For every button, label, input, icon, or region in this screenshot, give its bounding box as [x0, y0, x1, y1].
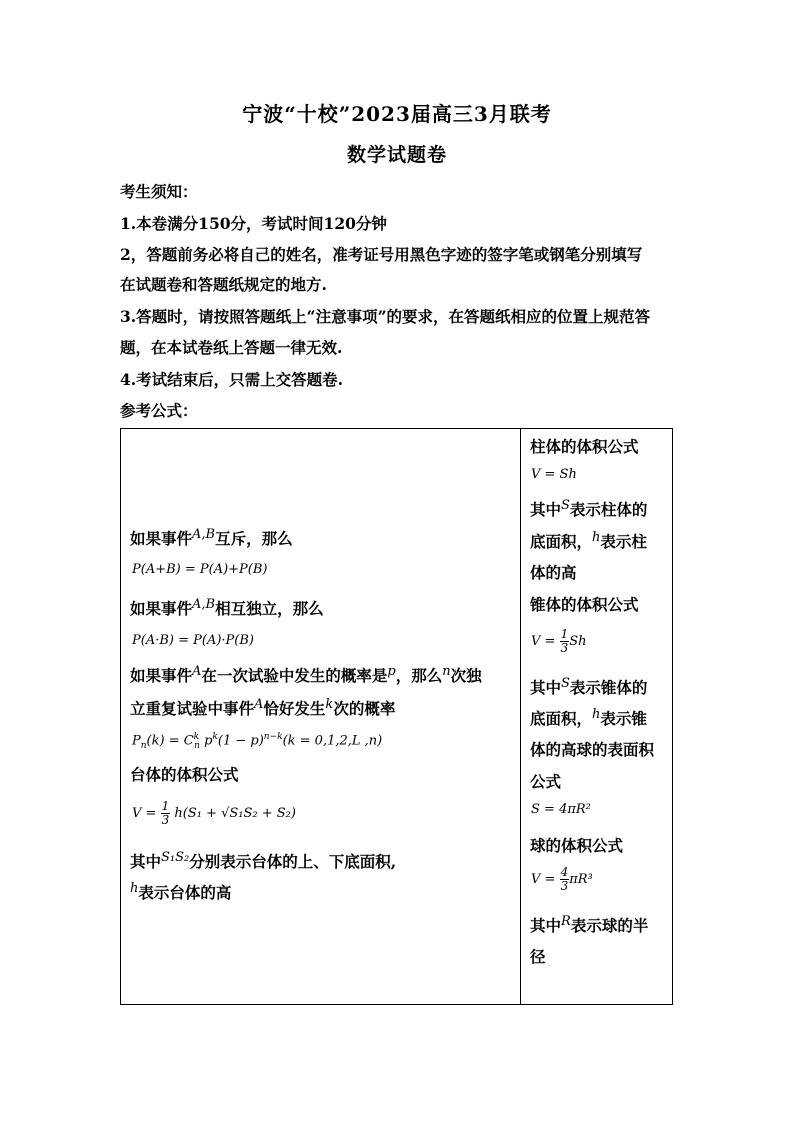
sphere-vol-heading: 球的体积公式 [530, 836, 624, 855]
cone-formula-rest: Sh [569, 634, 587, 649]
sphere-frac-num: 4 [560, 865, 569, 879]
sphere-frac-den: 3 [560, 879, 569, 893]
binom-2c: 次的概率 [333, 699, 396, 719]
frustum-note-1 [130, 850, 396, 872]
sphere-vol-formula [531, 866, 593, 893]
prism-heading: 柱体的体积公式 [530, 437, 639, 456]
binom-line-1 [130, 664, 482, 686]
prism-note-3: 体的高 [530, 563, 577, 582]
formulas-heading: 参考公式： [120, 401, 198, 420]
notice-item-2a: 2，答题前务必将自己的姓名，准考证号用黑色字迹的签字笔或钢笔分别填写 [120, 245, 643, 264]
prism-formula: V = Sh [531, 467, 577, 482]
mutex-var: A,B [192, 527, 216, 542]
binom-1n: n [442, 664, 451, 679]
binom-formula: $P_n(k) = C^k_n$ $p^k(1 - p)^{n-k}(k = 0,1,2,L$ ,n) [132, 732, 383, 751]
frustum-note2-var: h [130, 881, 139, 896]
frustum-formula [132, 800, 296, 827]
mutex-formula: P(A+B) = P(A)+P(B) [132, 562, 268, 577]
prism-note-2 [530, 530, 647, 552]
sphere-vol-v: V = [531, 872, 556, 887]
frustum-frac-den: 3 [161, 813, 170, 827]
binom-2var: A [254, 697, 264, 712]
indep-formula: P(A·B) = P(A)·P(B) [132, 633, 254, 648]
binom-2b: 恰好发生 [263, 699, 326, 719]
sphere-note1-var: R [561, 914, 571, 929]
prism-note1-var: S [561, 498, 570, 513]
notice-heading: 考生须知： [120, 182, 198, 201]
notice-item-4: 4.考试结束后，只需上交答题卷. [120, 370, 344, 389]
binom-formula-lhs: P [132, 733, 141, 749]
frustum-heading: 台体的体积公式 [130, 765, 239, 784]
binom-formula-tail: (k = 0,1,2,L ,n) [282, 733, 383, 749]
sphere-note1-b: 表示球的半 [570, 916, 649, 936]
indep-var: A,B [192, 597, 216, 612]
exam-subtitle: 数学试题卷 [346, 144, 447, 166]
binom-1b: 在一次试验中发生的概率是 [201, 666, 388, 686]
cone-note-4: 公式 [530, 772, 562, 791]
cone-frac [560, 628, 570, 655]
prism-note-1 [530, 498, 647, 520]
cone-note2-var: h [592, 707, 601, 722]
frustum-frac [161, 800, 171, 827]
frustum-note-2 [130, 881, 231, 903]
sphere-note-2: 径 [530, 947, 546, 966]
frustum-note-var: S₁S₂ [161, 850, 190, 865]
cone-note1-var: S [561, 676, 570, 691]
prism-note1-a: 其中 [530, 500, 562, 520]
frustum-frac-num: 1 [161, 799, 170, 813]
sphere-note-1 [530, 914, 648, 936]
mutex-text-b: 互斥，那么 [215, 529, 293, 549]
notice-item-2b: 在试题卷和答题纸规定的地方. [120, 275, 327, 294]
binom-2k: k [325, 697, 334, 712]
notice-item-3b: 题，在本试卷纸上答题一律无效. [120, 338, 343, 357]
frustum-note2-b: 表示台体的高 [138, 883, 232, 903]
binom-1d: 次独 [450, 666, 482, 686]
mutex-line [130, 527, 293, 549]
cone-formula-v: V = [531, 634, 556, 649]
binom-2a: 立重复试验中事件 [130, 699, 255, 719]
sphere-vol-rest: πR³ [569, 872, 593, 887]
binom-1c: ，那么 [395, 666, 443, 686]
cone-note-1 [530, 676, 647, 698]
indep-text-a: 如果事件 [130, 599, 193, 619]
cone-note2-a: 底面积， [530, 709, 593, 729]
prism-note2-b: 表示柱 [600, 532, 647, 552]
binom-formula-mid: (k) = C [146, 733, 194, 749]
sphere-area-formula: S = 4πR² [531, 802, 591, 817]
cone-heading: 锥体的体积公式 [530, 595, 639, 614]
cone-frac-num: 1 [560, 627, 569, 641]
exam-title: 宁波“十校”2023届高三3月联考 [242, 102, 552, 126]
cone-note2-b: 表示锥 [600, 709, 647, 729]
frustum-note-a: 其中 [130, 852, 162, 872]
binom-1var: A [192, 664, 202, 679]
prism-note1-b: 表示柱体的 [569, 500, 648, 520]
prism-note2-var: h [592, 530, 601, 545]
cone-note1-a: 其中 [530, 678, 562, 698]
mutex-text-a: 如果事件 [130, 529, 193, 549]
cone-frac-den: 3 [560, 641, 569, 655]
table-divider [520, 428, 521, 1005]
sphere-frac [560, 866, 570, 893]
indep-line [130, 597, 324, 619]
cone-note-3: 体的高球的表面积 [530, 740, 655, 759]
cone-note1-b: 表示锥体的 [569, 678, 648, 698]
prism-note2-a: 底面积， [530, 532, 593, 552]
frustum-formula-rest: h(S₁ + √S₁S₂ + S₂) [174, 806, 296, 821]
cone-note-2 [530, 707, 647, 729]
notice-item-3a: 3.答题时，请按照答题纸上“注意事项”的要求，在答题纸相应的位置上规范答 [120, 307, 651, 326]
cone-formula [531, 628, 586, 655]
notice-item-1: 1.本卷满分150分，考试时间120分钟 [120, 214, 387, 233]
binom-line-2 [130, 697, 395, 719]
frustum-formula-v: V = [132, 806, 157, 821]
binom-formula-rest: (1 − p) [217, 733, 264, 749]
binom-1p: p [387, 664, 396, 679]
indep-text-b: 相互独立，那么 [215, 599, 324, 619]
frustum-note-b: 分别表示台体的上、下底面积, [189, 852, 397, 872]
sphere-note1-a: 其中 [530, 916, 562, 936]
binom-1a: 如果事件 [130, 666, 193, 686]
